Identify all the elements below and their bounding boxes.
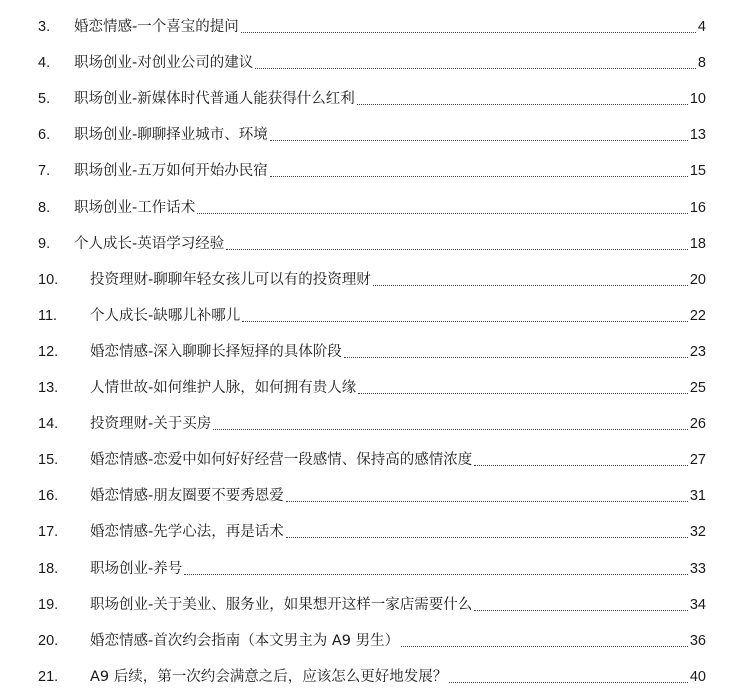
toc-entry-title: 职场创业-对创业公司的建议 <box>74 55 254 72</box>
toc-entry[interactable] <box>38 627 706 651</box>
toc-entry-number: 7. <box>38 163 51 180</box>
toc-leader-dots <box>474 609 688 611</box>
toc-entry-page: 32 <box>689 524 706 541</box>
toc-entry-number: 18. <box>38 560 59 577</box>
toc-entry-number: 20. <box>38 632 59 649</box>
toc-leader-dots <box>255 67 696 69</box>
toc-entry-title: 婚恋情感-首次约会指南（本文男主为 A9 男生） <box>90 632 400 649</box>
toc-entry[interactable] <box>38 49 706 73</box>
toc-leader-dots <box>270 139 688 141</box>
toc-entry-title: 人情世故-如何维护人脉，如何拥有贵人缘 <box>90 380 357 396</box>
toc-entry-title: A9 后续，第一次约会满意之后，应该怎么更好地发展？ <box>90 668 448 685</box>
toc-entry-number: 8. <box>38 199 51 216</box>
toc-entry-title: 职场创业-新媒体时代普通人能获得什么红利 <box>74 91 355 108</box>
toc-entry-number: 9. <box>38 235 51 252</box>
toc-entry-number: 10. <box>38 271 59 288</box>
toc-entry[interactable] <box>38 446 706 470</box>
toc-entry-page: 27 <box>689 452 706 469</box>
toc-entry-number: 16. <box>38 488 59 505</box>
toc-entry-page: 8 <box>697 55 706 72</box>
toc-entry-title: 婚恋情感-深入聊聊长择短择的具体阶段 <box>90 343 342 360</box>
toc-entry[interactable] <box>38 157 706 181</box>
toc-leader-dots <box>213 428 688 430</box>
toc-entry-page: 18 <box>689 235 706 252</box>
toc-entry[interactable] <box>38 338 706 362</box>
toc-entry-page: 15 <box>689 163 706 180</box>
toc-entry-page: 36 <box>689 632 706 649</box>
toc-leader-dots <box>197 212 688 214</box>
toc-entry[interactable] <box>38 266 706 290</box>
toc-entry-number: 3. <box>38 19 51 35</box>
toc-entry-page: 10 <box>689 91 706 108</box>
toc-entry-number: 13. <box>38 380 59 396</box>
toc-leader-dots <box>358 392 688 394</box>
toc-entry[interactable] <box>38 482 706 506</box>
toc-leader-dots <box>357 103 688 105</box>
toc-entry-number: 11. <box>38 307 58 324</box>
toc-leader-dots <box>226 248 688 250</box>
toc-entry[interactable] <box>38 410 706 434</box>
toc-entry-number: 21. <box>38 668 59 685</box>
toc-entry-title: 个人成长-英语学习经验 <box>74 235 225 252</box>
toc-entry[interactable] <box>38 85 706 109</box>
toc-entry-page: 4 <box>697 19 706 35</box>
toc-entry-page: 13 <box>689 127 706 144</box>
toc-leader-dots <box>241 31 696 33</box>
toc-entry-title: 职场创业-五万如何开始办民宿 <box>74 163 268 180</box>
toc-entry-title: 职场创业-关于美业、服务业，如果想开这样一家店需要什么 <box>90 596 473 613</box>
toc-entry-number: 6. <box>38 127 51 144</box>
toc-entry-page: 33 <box>689 560 706 577</box>
toc-entry[interactable] <box>38 555 706 579</box>
toc-entry-title: 婚恋情感-先学心法，再是话术 <box>90 524 284 541</box>
toc-entry-page: 22 <box>689 307 706 324</box>
toc-entry-number: 4. <box>38 55 51 72</box>
toc-leader-dots <box>344 356 688 358</box>
toc-entry-title: 投资理财-关于买房 <box>90 416 212 433</box>
toc-entry[interactable] <box>38 591 706 615</box>
toc-entry-title: 婚恋情感-恋爱中如何好好经营一段感情、保持高的感情浓度 <box>90 452 473 469</box>
toc-leader-dots <box>184 573 688 575</box>
toc-leader-dots <box>401 645 688 647</box>
toc-entry-page: 31 <box>689 488 706 505</box>
toc-entry-number: 15. <box>38 452 59 469</box>
toc-leader-dots <box>270 175 688 177</box>
toc-leader-dots <box>373 284 688 286</box>
toc-entry-title: 个人成长-缺哪儿补哪儿 <box>90 307 241 324</box>
toc-entry-title: 职场创业-聊聊择业城市、环境 <box>74 127 268 144</box>
toc-entry-page: 20 <box>689 271 706 288</box>
toc-entry-page: 16 <box>689 199 706 216</box>
toc-entry-number: 12. <box>38 343 59 360</box>
toc-entry[interactable] <box>38 230 706 254</box>
toc-leader-dots <box>286 500 688 502</box>
toc-entry-page: 34 <box>689 596 706 613</box>
toc-entry-page: 23 <box>689 343 706 360</box>
toc-entry-number: 5. <box>38 91 51 108</box>
toc-entry[interactable] <box>38 374 706 398</box>
toc-entry[interactable] <box>38 13 706 37</box>
toc-entry-number: 19. <box>38 596 59 613</box>
toc-entry-title: 婚恋情感-朋友圈要不要秀恩爱 <box>90 488 284 505</box>
toc-leader-dots <box>449 681 688 683</box>
toc-entry-page: 26 <box>689 416 706 433</box>
toc-entry-number: 17. <box>38 524 59 541</box>
toc-entry-title: 职场创业-养号 <box>90 560 183 577</box>
toc-entry[interactable] <box>38 518 706 542</box>
toc-entry-page: 40 <box>689 668 706 685</box>
toc-entry-title: 职场创业-工作话术 <box>74 199 196 216</box>
toc-entry-page: 25 <box>689 380 706 396</box>
toc-entry[interactable] <box>38 121 706 145</box>
toc-leader-dots <box>286 536 688 538</box>
toc-entry[interactable] <box>38 194 706 218</box>
toc-leader-dots <box>474 464 688 466</box>
toc-entry-number: 14. <box>38 416 59 433</box>
toc-entry-title: 投资理财-聊聊年轻女孩儿可以有的投资理财 <box>90 271 371 288</box>
toc-leader-dots <box>242 320 688 322</box>
toc-entry[interactable] <box>38 663 706 687</box>
toc-entry-title: 婚恋情感-一个喜宝的提问 <box>74 19 239 35</box>
toc-entry[interactable] <box>38 302 706 326</box>
